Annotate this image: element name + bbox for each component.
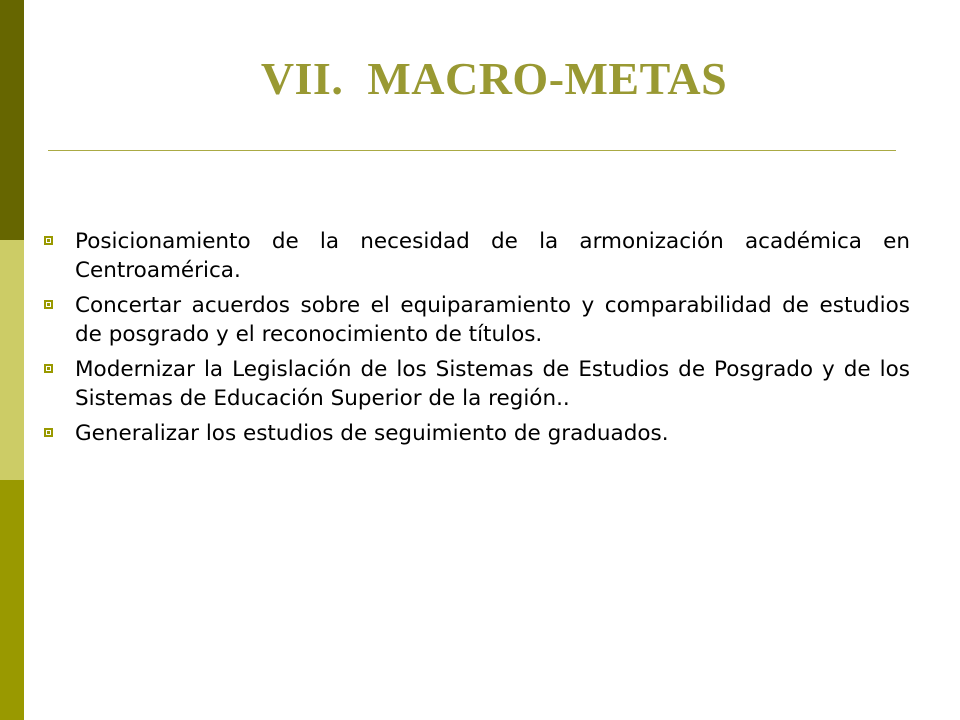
bullet-item	[40, 419, 910, 448]
title-divider	[48, 150, 896, 151]
left-stripe-medium	[0, 480, 24, 720]
left-stripe-light	[0, 240, 24, 480]
square-bullet-icon	[44, 300, 53, 309]
bullet-item	[40, 227, 910, 285]
square-bullet-icon	[44, 236, 53, 245]
slide-title: VII. MACRO-METAS	[260, 53, 728, 104]
bullet-text: Generalizar los estudios de seguimiento de graduados.	[75, 421, 669, 446]
bullet-text: Concertar acuerdos sobre el equiparamiento y comparabilidad de estudios de posgrado y el reconocimiento de títulos.	[75, 293, 910, 347]
square-bullet-icon	[44, 364, 53, 373]
bullet-item	[40, 355, 910, 413]
bullet-list	[40, 227, 910, 454]
bullet-text: Posicionamiento de la necesidad de la armonización académica en Centroamérica.	[75, 229, 910, 283]
square-bullet-icon	[44, 428, 53, 437]
left-stripe-dark	[0, 0, 24, 240]
bullet-item	[40, 291, 910, 349]
bullet-text: Modernizar la Legislación de los Sistemas de Estudios de Posgrado y de los Sistemas de Educación Superior de la región..	[75, 357, 910, 411]
